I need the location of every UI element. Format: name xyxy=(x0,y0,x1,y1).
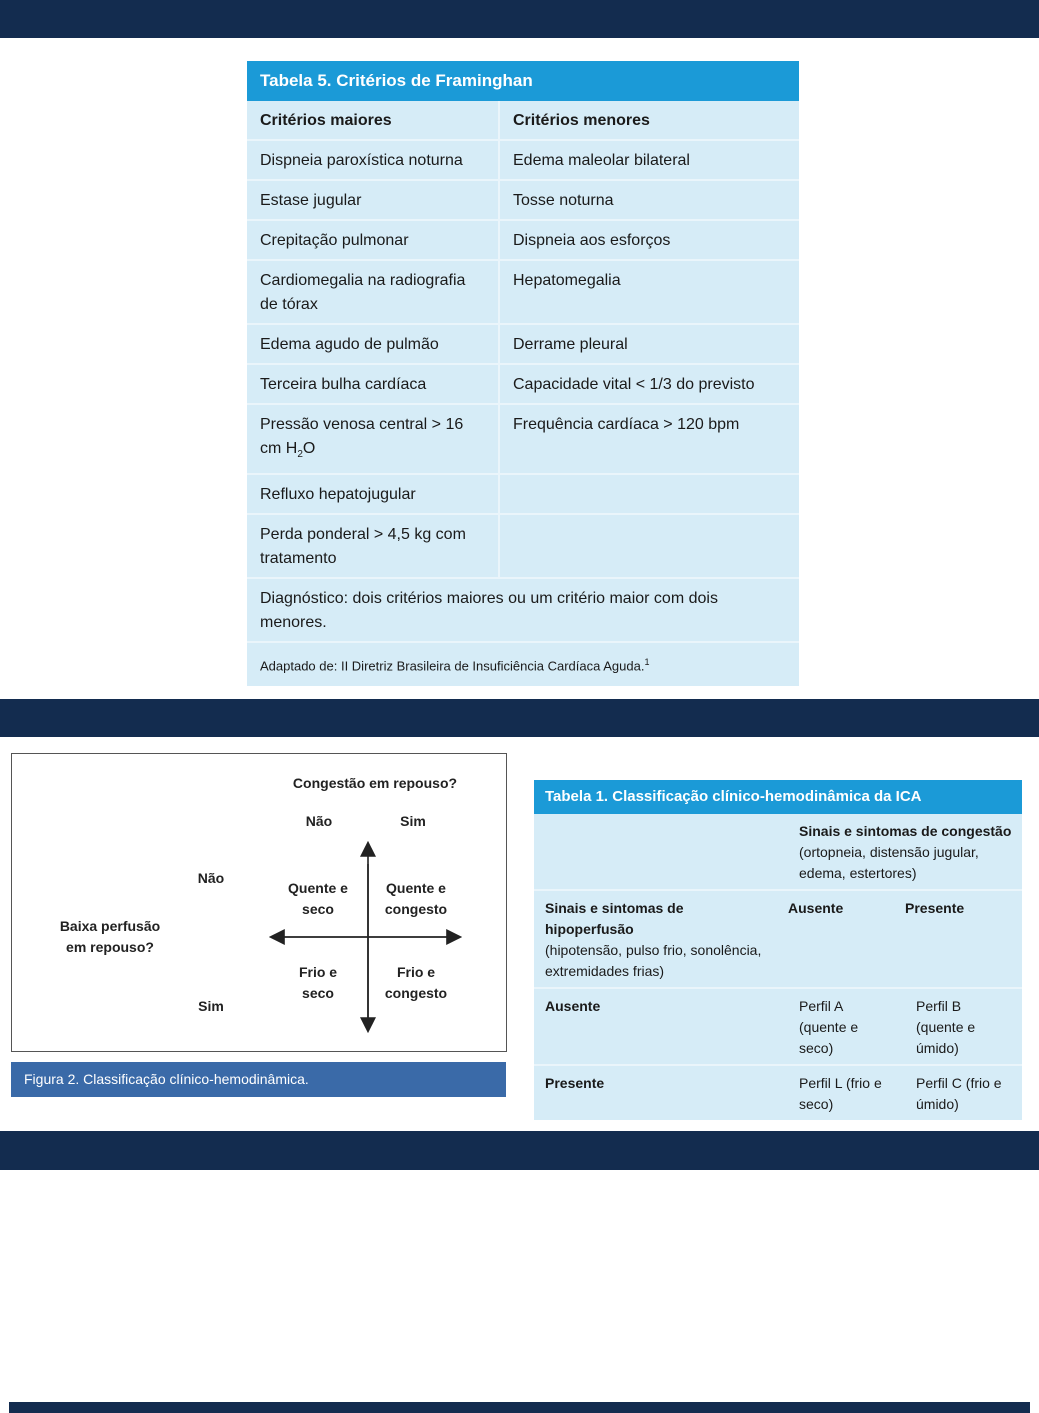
major-criterion: Refluxo hepatojugular xyxy=(260,486,416,504)
major-criterion: Cardiomegalia na radiografia de tórax xyxy=(260,272,466,313)
table-row xyxy=(247,403,799,473)
h2o-tail: O xyxy=(302,440,316,457)
table-header-row xyxy=(534,814,1022,889)
lower-band xyxy=(0,1131,1039,1170)
row-no-label: Não xyxy=(197,870,225,886)
col-yes-label: Sim xyxy=(400,813,426,829)
hypoperfusion-header xyxy=(534,891,777,987)
table-row xyxy=(247,219,799,259)
minor-criterion: Capacidade vital < 1/3 do previsto xyxy=(498,365,799,403)
table-subheader-row xyxy=(534,889,1022,987)
classification-table xyxy=(534,780,1022,1120)
major-criterion: Estase jugular xyxy=(260,192,362,209)
axes-arrows xyxy=(12,754,506,1051)
bottom-band xyxy=(9,1402,1030,1413)
framingham-table xyxy=(247,61,799,686)
top-band xyxy=(0,0,1039,38)
table-row xyxy=(534,1064,1022,1120)
major-criterion: Dispneia paroxística noturna xyxy=(260,152,463,169)
minor-criterion: Edema maleolar bilateral xyxy=(498,141,799,179)
table-row xyxy=(247,363,799,403)
hemodynamic-figure xyxy=(11,753,507,1052)
quadrant-warm-wet: Quente e congesto xyxy=(384,880,448,917)
figure-caption: Figura 2. Classificação clínico-hemodinâmica. xyxy=(11,1062,506,1097)
minor-criterion: Frequência cardíaca > 120 bpm xyxy=(498,405,799,473)
table-header-row xyxy=(247,101,799,139)
minor-criterion: Dispneia aos esforços xyxy=(498,221,799,259)
table-row xyxy=(247,473,799,513)
col-major-header: Critérios maiores xyxy=(260,112,392,129)
empty-cell xyxy=(534,814,788,889)
congestion-title: Sinais e sintomas de congestão xyxy=(799,823,1012,839)
source-row xyxy=(247,641,799,685)
absent-col-header: Ausente xyxy=(788,900,844,916)
quadrant-cold-wet: Frio e congesto xyxy=(384,964,448,1001)
congestion-signs: (ortopneia, distensão jugular, edema, estertores) xyxy=(799,844,979,881)
table-row xyxy=(247,139,799,179)
perfil-c: Perfil C (frio e úmido) xyxy=(916,1075,1002,1112)
congestion-header xyxy=(788,814,1022,889)
quadrant-cold-dry: Frio e seco xyxy=(298,964,338,1001)
major-criterion: Crepitação pulmonar xyxy=(260,232,409,249)
hypoperfusion-signs: (hipotensão, pulso frio, sonolência, extremidades frias) xyxy=(545,942,762,979)
major-criterion: Terceira bulha cardíaca xyxy=(260,376,427,393)
col-no-label: Não xyxy=(305,813,333,829)
table-title: Tabela 5. Critérios de Framinghan xyxy=(247,61,799,101)
top-question: Congestão em repouso? xyxy=(292,775,458,791)
minor-criterion: Tosse noturna xyxy=(498,181,799,219)
table-row xyxy=(247,179,799,219)
middle-band xyxy=(0,699,1039,737)
minor-criterion xyxy=(498,515,799,577)
left-question: Baixa perfusão em repouso? xyxy=(59,918,161,955)
cvp-text: Pressão venosa central > 16 cm H xyxy=(260,416,464,457)
col-minor-header: Critérios menores xyxy=(498,101,799,139)
hypoperfusion-title: Sinais e sintomas de hipoperfusão xyxy=(545,900,684,937)
table-title: Tabela 1. Classificação clínico-hemodinâmica da ICA xyxy=(534,780,1022,814)
source-ref: 1 xyxy=(644,657,650,668)
table-row xyxy=(247,323,799,363)
present-col-header: Presente xyxy=(905,900,965,916)
perfil-l: Perfil L (frio e seco) xyxy=(799,1075,882,1112)
diagnosis-row xyxy=(247,577,799,641)
major-criterion: Edema agudo de pulmão xyxy=(260,336,439,353)
major-criterion xyxy=(247,405,498,473)
minor-criterion: Hepatomegalia xyxy=(498,261,799,323)
table-row xyxy=(534,987,1022,1064)
table-row xyxy=(247,259,799,323)
source-note xyxy=(247,643,662,685)
diagnosis-text: Diagnóstico: dois critérios maiores ou um critério maior com dois menores. xyxy=(260,590,718,632)
major-criterion: Perda ponderal > 4,5 kg com tratamento xyxy=(260,526,466,568)
row-absent-label: Ausente xyxy=(545,998,601,1014)
source-text: Adaptado de: II Diretriz Brasileira de Insuficiência Cardíaca Aguda. xyxy=(260,658,645,674)
row-present-label: Presente xyxy=(545,1075,605,1091)
table-row xyxy=(247,513,799,577)
h2o-subscript: 2 xyxy=(297,449,303,461)
minor-criterion xyxy=(498,475,799,513)
quadrant-warm-dry: Quente e seco xyxy=(288,880,348,917)
perfil-b: Perfil B (quente e úmido) xyxy=(916,998,976,1056)
perfil-a: Perfil A (quente e seco) xyxy=(799,998,859,1056)
minor-criterion: Derrame pleural xyxy=(498,325,799,363)
row-yes-label: Sim xyxy=(198,998,224,1014)
